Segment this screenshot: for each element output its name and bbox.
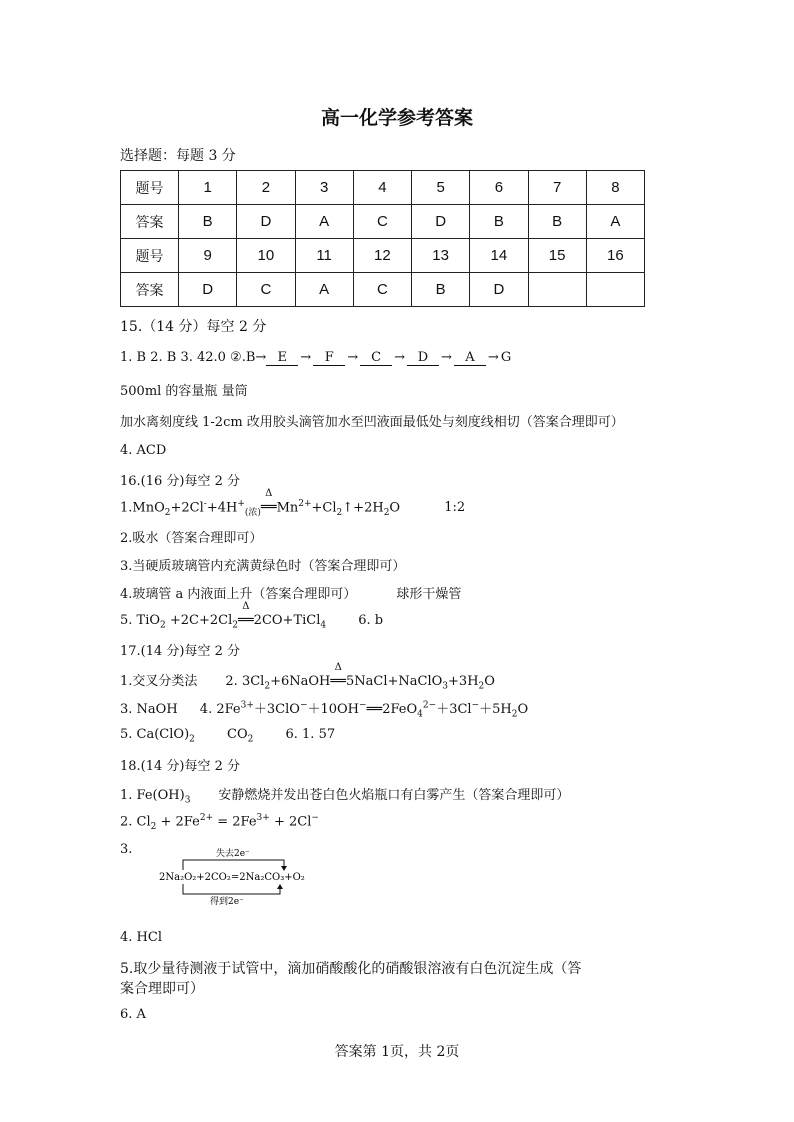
q16-header: 16.(16 分)每空 2 分 bbox=[120, 474, 241, 489]
lose-electrons-label: 失去2e⁻ bbox=[216, 849, 250, 859]
table-cell: 5 bbox=[412, 171, 470, 205]
q16-line2: 2.吸水（答案合理即可） bbox=[120, 531, 263, 546]
table-row bbox=[121, 205, 645, 239]
q17-line3: 3. NaOH 4. $2Fe^{3+}+3ClO^-+10OH^-══2FeO_4^{2-}+3Cl^-+5H_2O$ bbox=[120, 700, 529, 720]
arrow-icon: → bbox=[394, 350, 406, 365]
table-cell: 11 bbox=[295, 239, 353, 273]
q18-line4: 4. HCl bbox=[120, 930, 162, 945]
q16-line5: 5. $TiO_2 +2C+2Cl_2$ Δ ══2CO+TiCl$_4$ 6. b bbox=[120, 601, 384, 631]
q18-line6: 6. A bbox=[120, 1007, 146, 1022]
choice-header: 选择题：每题 3 分 bbox=[120, 148, 236, 164]
arrow-icon: → bbox=[441, 350, 452, 365]
table-cell: 9 bbox=[179, 239, 237, 273]
row-header-cell: 答案 bbox=[121, 205, 179, 239]
q15-line3: 加水离刻度线 1-2cm 改用胶头滴管加水至凹液面最低处与刻度线相切（答案合理即可） bbox=[120, 415, 624, 430]
table-cell: 4 bbox=[353, 171, 411, 205]
table-cell: C bbox=[353, 205, 411, 239]
answer-blank: E bbox=[266, 351, 298, 366]
table-row bbox=[121, 171, 645, 205]
table-cell: D bbox=[237, 205, 295, 239]
table-cell: 7 bbox=[528, 171, 586, 205]
table-cell: 3 bbox=[295, 171, 353, 205]
table-cell: 1 bbox=[179, 171, 237, 205]
page-footer: 答案第 1页，共 2页 bbox=[334, 1044, 460, 1060]
table-cell bbox=[586, 273, 644, 307]
q15-line1: 1. B 2. B 3. 42.0 ②.B→ E → F → C → D → A → G bbox=[120, 350, 512, 365]
arrow-icon: → bbox=[347, 350, 359, 365]
table-cell: A bbox=[586, 205, 644, 239]
table-cell: D bbox=[470, 273, 528, 307]
row-header-cell: 题号 bbox=[121, 171, 179, 205]
table-cell: 15 bbox=[528, 239, 586, 273]
table-cell: B bbox=[528, 205, 586, 239]
answer-blank: C bbox=[360, 351, 392, 366]
table-cell: B bbox=[470, 205, 528, 239]
reaction-equation: 2Na₂O₂+2CO₂=2Na₂CO₃+O₂ bbox=[159, 872, 305, 883]
table-cell: 2 bbox=[237, 171, 295, 205]
table-cell: C bbox=[353, 273, 411, 307]
row-header-cell: 答案 bbox=[121, 273, 179, 307]
q18-line3: 3. bbox=[120, 842, 133, 857]
answer-blank: D bbox=[407, 351, 439, 366]
table-cell: 14 bbox=[470, 239, 528, 273]
table-cell: 16 bbox=[586, 239, 644, 273]
page-title: 高一化学参考答案 bbox=[320, 107, 473, 129]
table-cell bbox=[528, 273, 586, 307]
q18-line5-cont: 案合理即可） bbox=[120, 981, 204, 997]
q17-header: 17.(14 分)每空 2 分 bbox=[120, 644, 241, 659]
row-header-cell: 题号 bbox=[121, 239, 179, 273]
q17-line5: 5. $Ca(ClO)_2$ $CO_2$ 6. 1. 57 bbox=[120, 727, 336, 745]
table-cell: 13 bbox=[412, 239, 470, 273]
q16-line4: 4.玻璃管 a 内液面上升（答案合理即可） 球形干燥管 bbox=[120, 587, 462, 602]
table-row bbox=[121, 273, 645, 307]
table-cell: 12 bbox=[353, 239, 411, 273]
answer-table bbox=[120, 170, 645, 307]
q15-header: 15.（14 分）每空 2 分 bbox=[120, 319, 267, 335]
q17-line1: 1.交叉分类法 2. $3Cl_2+6NaOH$ Δ $══5NaCl+NaClO_3+3H_2O$ bbox=[120, 662, 495, 692]
q18-line5: 5.取少量待测液于试管中，滴加硝酸酸化的硝酸银溶液有白色沉淀生成（答 bbox=[120, 961, 582, 977]
answer-blank: A bbox=[454, 351, 486, 366]
gain-electrons-label: 得到2e⁻ bbox=[210, 897, 244, 906]
q18-header: 18.(14 分)每空 2 分 bbox=[120, 759, 241, 774]
q18-line1: 1. $Fe(OH)_3$ 安静燃烧并发出苍白色火焰瓶口有白雾产生（答案合理即可） bbox=[120, 788, 570, 806]
table-cell: 8 bbox=[586, 171, 644, 205]
q16-line3: 3.当硬质玻璃管内充满黄绿色时（答案合理即可） bbox=[120, 559, 406, 574]
table-cell: C bbox=[237, 273, 295, 307]
arrow-icon: → bbox=[487, 350, 499, 365]
table-cell: D bbox=[179, 273, 237, 307]
arrow-icon: → bbox=[300, 350, 312, 365]
q15-line4: 4. ACD bbox=[120, 443, 167, 458]
table-cell: B bbox=[179, 205, 237, 239]
table-cell: D bbox=[412, 205, 470, 239]
q16-line1: $1.MnO_2+2Cl^-+4H^+_{(浓)}$ Δ $══Mn^{2+}+Cl_2↑+2H_2O$ 1:2 bbox=[120, 488, 466, 518]
q18-line2: 2. $Cl_2 + 2Fe^{2+} = 2Fe^{3+} + 2Cl^-$ bbox=[120, 813, 319, 832]
table-cell: A bbox=[295, 205, 353, 239]
table-row bbox=[121, 239, 645, 273]
table-cell: 6 bbox=[470, 171, 528, 205]
table-cell: B bbox=[412, 273, 470, 307]
q15-line2: 500ml 的容量瓶 量筒 bbox=[120, 384, 248, 399]
table-cell: 10 bbox=[237, 239, 295, 273]
answer-blank: F bbox=[313, 351, 345, 366]
table-cell: A bbox=[295, 273, 353, 307]
electron-transfer-diagram bbox=[150, 844, 310, 906]
